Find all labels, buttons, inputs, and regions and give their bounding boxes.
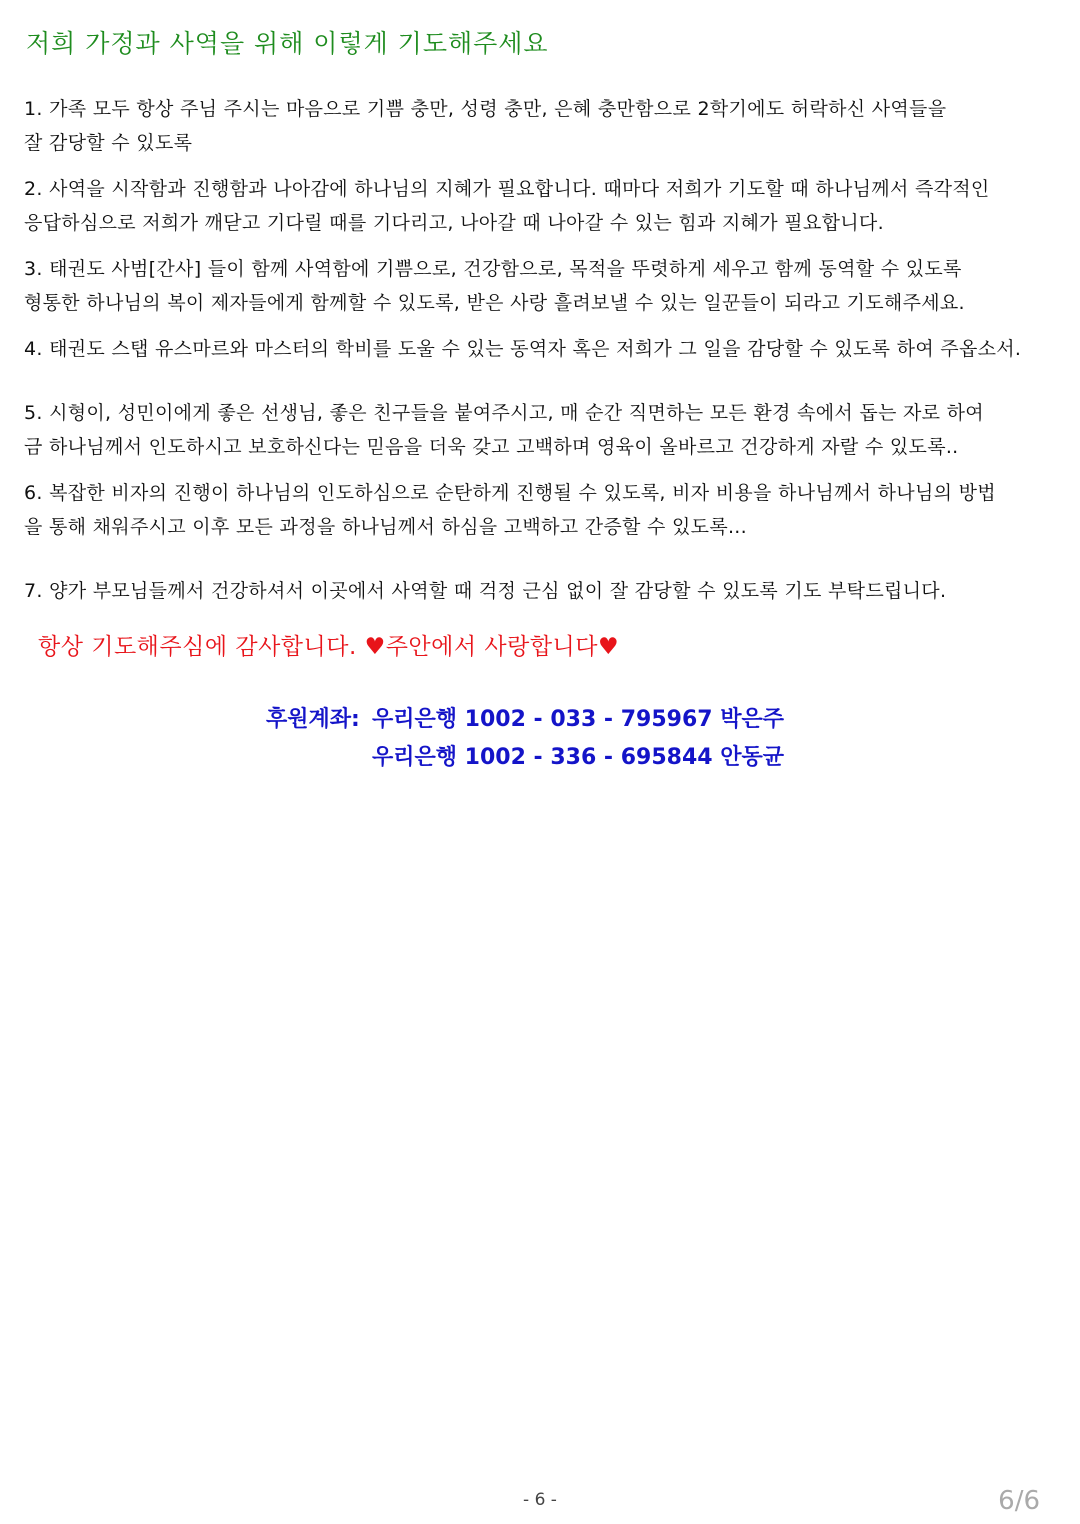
prayer-item-line: 1. 가족 모두 항상 주님 주시는 마음으로 기쁨 충만, 성령 충만, 은혜 충만함으로 2학기에도 허락하신 사역들을: [24, 98, 947, 120]
prayer-item-line: 형통한 하나님의 복이 제자들에게 함께할 수 있도록, 받은 사랑 흘려보낼 수 있는 일꾼들이 되라고 기도해주세요.: [24, 292, 965, 314]
prayer-item-3: [24, 252, 1060, 320]
thanks-message: 항상 기도해주심에 감사합니다. ♥주안에서 사랑합니다♥: [38, 634, 620, 660]
prayer-item-line: 7. 양가 부모님들께서 건강하셔서 이곳에서 사역할 때 걱정 근심 없이 잘 감당할 수 있도록 기도 부탁드립니다.: [24, 580, 947, 602]
prayer-item-line: 6. 복잡한 비자의 진행이 하나님의 인도하심으로 순탄하게 진행될 수 있도록, 비자 비용을 하나님께서 하나님의 방법: [24, 482, 996, 504]
page-title: 저희 가정과 사역을 위해 이렇게 기도해주세요: [26, 29, 549, 58]
prayer-item-line: 금 하나님께서 인도하시고 보호하신다는 믿음을 더욱 갖고 고백하며 영육이 올바르고 건강하게 자랄 수 있도록..: [24, 436, 959, 458]
account-label: 후원계좌:: [266, 707, 360, 732]
prayer-item-line: 3. 태권도 사범[간사] 들이 함께 사역함에 기쁨으로, 건강함으로, 목적을 뚜렷하게 세우고 함께 동역할 수 있도록: [24, 258, 962, 280]
account-line-1: 우리은행 1002 - 033 - 795967 박은주: [372, 707, 784, 732]
prayer-item-line: 응답하심으로 저희가 깨닫고 기다릴 때를 기다리고, 나아갈 때 나아갈 수 있는 힘과 지혜가 필요합니다.: [24, 212, 884, 234]
prayer-item-line: 4. 태권도 스탭 유스마르와 마스터의 학비를 도울 수 있는 동역자 혹은 저희가 그 일을 감당할 수 있도록 하여 주옵소서.: [24, 338, 1022, 360]
prayer-item-5: [24, 396, 1060, 464]
prayer-item-line: 5. 시형이, 성민이에게 좋은 선생님, 좋은 친구들을 붙여주시고, 매 순간 직면하는 모든 환경 속에서 돕는 자로 하여: [24, 402, 984, 424]
prayer-item-1: [24, 92, 1060, 160]
account-line-2: 우리은행 1002 - 336 - 695844 안동균: [372, 745, 784, 770]
prayer-item-line: 잘 감당할 수 있도록: [24, 132, 193, 154]
prayer-item-line: 을 통해 채워주시고 이후 모든 과정을 하나님께서 하심을 고백하고 간증할 수 있도록...: [24, 516, 747, 538]
prayer-item-line: 2. 사역을 시작함과 진행함과 나아감에 하나님의 지혜가 필요합니다. 때마다 저희가 기도할 때 하나님께서 즉각적인: [24, 178, 990, 200]
page-count: 6/6: [998, 1486, 1040, 1516]
page-number: - 6 -: [523, 1490, 557, 1510]
prayer-item-6: [24, 476, 1060, 544]
prayer-item-4: [24, 332, 1060, 366]
prayer-item-7: [24, 574, 1060, 608]
prayer-item-2: [24, 172, 1060, 240]
